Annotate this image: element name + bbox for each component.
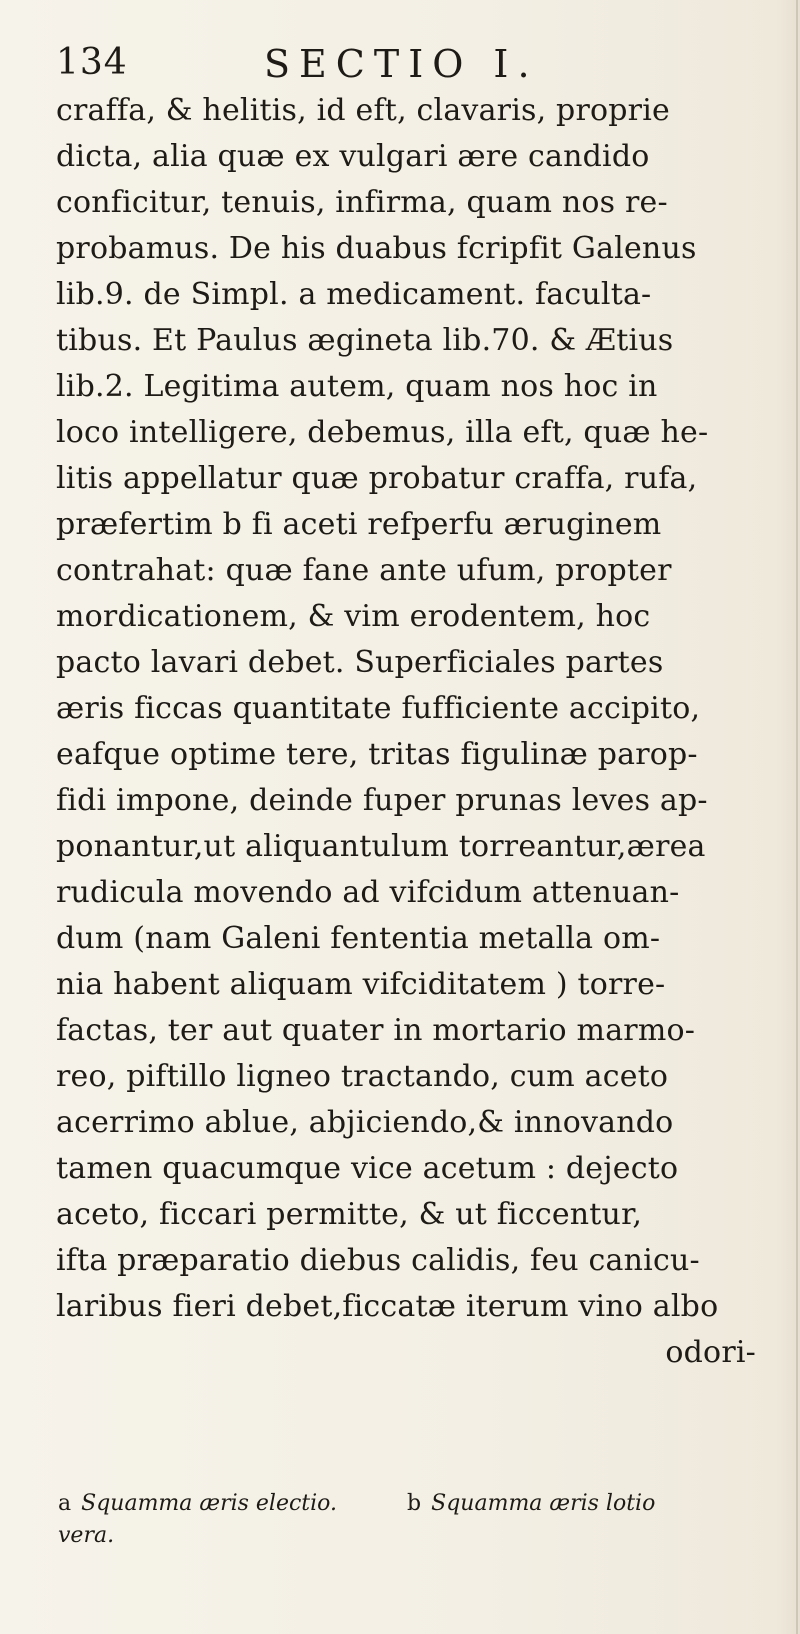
text-line: fidi impone, deinde fuper prunas leves ap- bbox=[56, 783, 708, 818]
text-line: ifta præparatio diebus calidis, feu canicu- bbox=[56, 1243, 700, 1278]
footnotes bbox=[58, 1488, 778, 1552]
footnote-row bbox=[58, 1488, 778, 1520]
footnote-continuation: vera. bbox=[58, 1523, 115, 1548]
text-line: ponantur,ut aliquantulum torreantur,ærea bbox=[56, 829, 706, 864]
text-line: loco intelligere, debemus, illa eft, quæ he- bbox=[56, 415, 709, 450]
text-line: æris ficcas quantitate fufficiente accipito, bbox=[56, 691, 701, 726]
text-line: laribus fieri debet,ficcatæ iterum vino albo bbox=[56, 1289, 719, 1324]
page-number: 134 bbox=[56, 42, 128, 83]
text-line: dum (nam Galeni fententia metalla om- bbox=[56, 921, 661, 956]
footnote-marker-b: b bbox=[407, 1491, 422, 1516]
text-line: nia habent aliquam vifciditatem ) torre- bbox=[56, 967, 666, 1002]
footnote-marker-a: a bbox=[58, 1491, 72, 1516]
text-line: præfertim b fi aceti refperfu æruginem bbox=[56, 507, 662, 542]
text-line: tibus. Et Paulus ægineta lib.70. & Ætius bbox=[56, 323, 674, 358]
text-line: contrahat: quæ fane ante ufum, propter bbox=[56, 553, 672, 588]
catchword: odori- bbox=[665, 1335, 756, 1370]
text-line: reo, piftillo ligneo tractando, cum aceto bbox=[56, 1059, 669, 1094]
footnote-b-text: Squamma æris lotio bbox=[431, 1491, 656, 1516]
text-line: eafque optime tere, tritas figulinæ parop- bbox=[56, 737, 698, 772]
text-line: rudicula movendo ad vifcidum attenuan- bbox=[56, 875, 680, 910]
text-line: dicta, alia quæ ex vulgari ære candido bbox=[56, 139, 650, 174]
body-text bbox=[56, 88, 786, 1376]
text-line: factas, ter aut quater in mortario marmo- bbox=[56, 1013, 696, 1048]
text-line: lib.9. de Simpl. a medicament. faculta- bbox=[56, 277, 652, 312]
text-line: pacto lavari debet. Superficiales partes bbox=[56, 645, 664, 680]
footnote-a-text: Squamma æris electio. bbox=[81, 1491, 338, 1516]
running-head bbox=[56, 42, 756, 92]
text-line: conficitur, tenuis, infirma, quam nos re- bbox=[56, 185, 668, 220]
text-line: acerrimo ablue, abjiciendo,& innovando bbox=[56, 1105, 674, 1140]
text-line: mordicationem, & vim erodentem, hoc bbox=[56, 599, 651, 634]
text-line: tamen quacumque vice acetum : dejecto bbox=[56, 1151, 679, 1186]
text-line: lib.2. Legitima autem, quam nos hoc in bbox=[56, 369, 658, 404]
text-line: probamus. De his duabus fcripfit Galenus bbox=[56, 231, 697, 266]
text-line: litis appellatur quæ probatur craffa, rufa, bbox=[56, 461, 698, 496]
page-edge bbox=[796, 0, 798, 1634]
text-line: aceto, ficcari permitte, & ut ficcentur, bbox=[56, 1197, 643, 1232]
section-title: SECTIO I. bbox=[264, 42, 539, 86]
text-line: craffa, & helitis, id eft, clavaris, proprie bbox=[56, 93, 670, 128]
